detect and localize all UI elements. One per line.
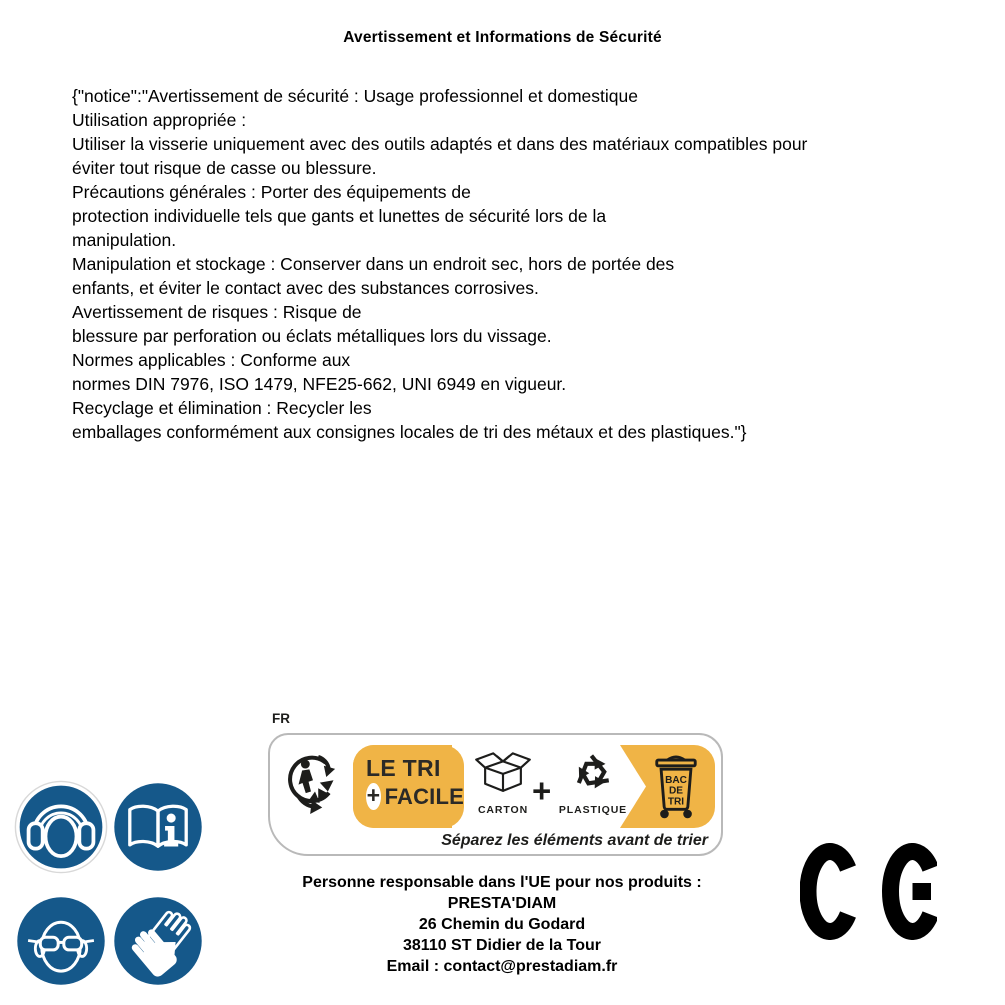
bin-label-line2: DE (668, 785, 684, 797)
responsible-intro: Personne responsable dans l'UE pour nos produits : (302, 874, 702, 891)
cardboard-box-icon (473, 748, 533, 798)
notice-line: manipulation. (72, 230, 177, 250)
notice-line: Normes applicables : Conforme aux (72, 350, 351, 370)
notice-line: éviter tout risque de casse ou blessure. (72, 158, 377, 178)
contact-email: Email : contact@prestadiam.fr (386, 958, 618, 975)
wear-protective-gloves-icon (111, 894, 205, 988)
triman-recycling-icon (281, 744, 349, 818)
info-tri-banner (268, 733, 723, 856)
notice-line: Manipulation et stockage : Conserver dans un endroit sec, hors de portée des (72, 254, 675, 274)
bin-label-line3: TRI (667, 796, 685, 808)
headline-line2: FACILE (384, 783, 464, 809)
notice-line: Précautions générales : Porter des équipements de (72, 182, 471, 202)
notice-line: Recyclage et élimination : Recycler les (72, 398, 372, 418)
safety-notice-text (72, 84, 952, 444)
wear-ear-protection-icon (14, 780, 108, 874)
country-code-label: FR (272, 711, 290, 726)
wear-eye-protection-icon (14, 894, 108, 988)
notice-line: normes DIN 7976, ISO 1479, NFE25-662, UNI 6949 en vigueur. (72, 374, 567, 394)
address-city: 38110 ST Didier de la Tour (403, 937, 601, 954)
notice-line: protection individuelle tels que gants et lunettes de sécurité lors de la (72, 206, 607, 226)
notice-line: Utiliser la visserie uniquement avec des outils adaptés et dans des matériaux compatibles pour (72, 134, 808, 154)
address-street: 26 Chemin du Godard (418, 916, 586, 933)
read-instruction-manual-icon (111, 780, 205, 874)
material-label: PLASTIQUE (558, 804, 628, 816)
notice-line: emballages conformément aux consignes locales de tri des métaux et des plastiques."} (72, 422, 747, 442)
material-carton (467, 748, 539, 816)
plus-separator: + (532, 772, 552, 809)
notice-line: Avertissement de risques : Risque de (72, 302, 362, 322)
bin-label-line1: BAC (665, 775, 687, 787)
sorting-bin-icon (651, 747, 701, 827)
notice-line: {"notice":"Avertissement de sécurité : Usage professionnel et domestique (72, 86, 638, 106)
recycling-loop-icon (565, 748, 621, 798)
sorting-tagline: Séparez les éléments avant de trier (441, 832, 708, 849)
notice-line: blessure par perforation ou éclats métalliques lors du vissage. (72, 326, 552, 346)
company-name: PRESTA'DIAM (447, 895, 557, 912)
le-tri-facile-badge (353, 745, 464, 828)
ce-marking-logo (800, 843, 937, 940)
headline-line1: LE TRI (366, 755, 441, 781)
page-title: Avertissement et Informations de Sécurité (343, 29, 662, 46)
responsible-person-block (252, 872, 752, 977)
notice-line: enfants, et éviter le contact avec des substances corrosives. (72, 278, 539, 298)
material-label: CARTON (477, 804, 529, 816)
safety-pictograms (14, 780, 208, 988)
material-plastique (557, 748, 629, 816)
plus-badge-icon: + (366, 782, 380, 808)
notice-line: Utilisation appropriée : (72, 110, 247, 130)
